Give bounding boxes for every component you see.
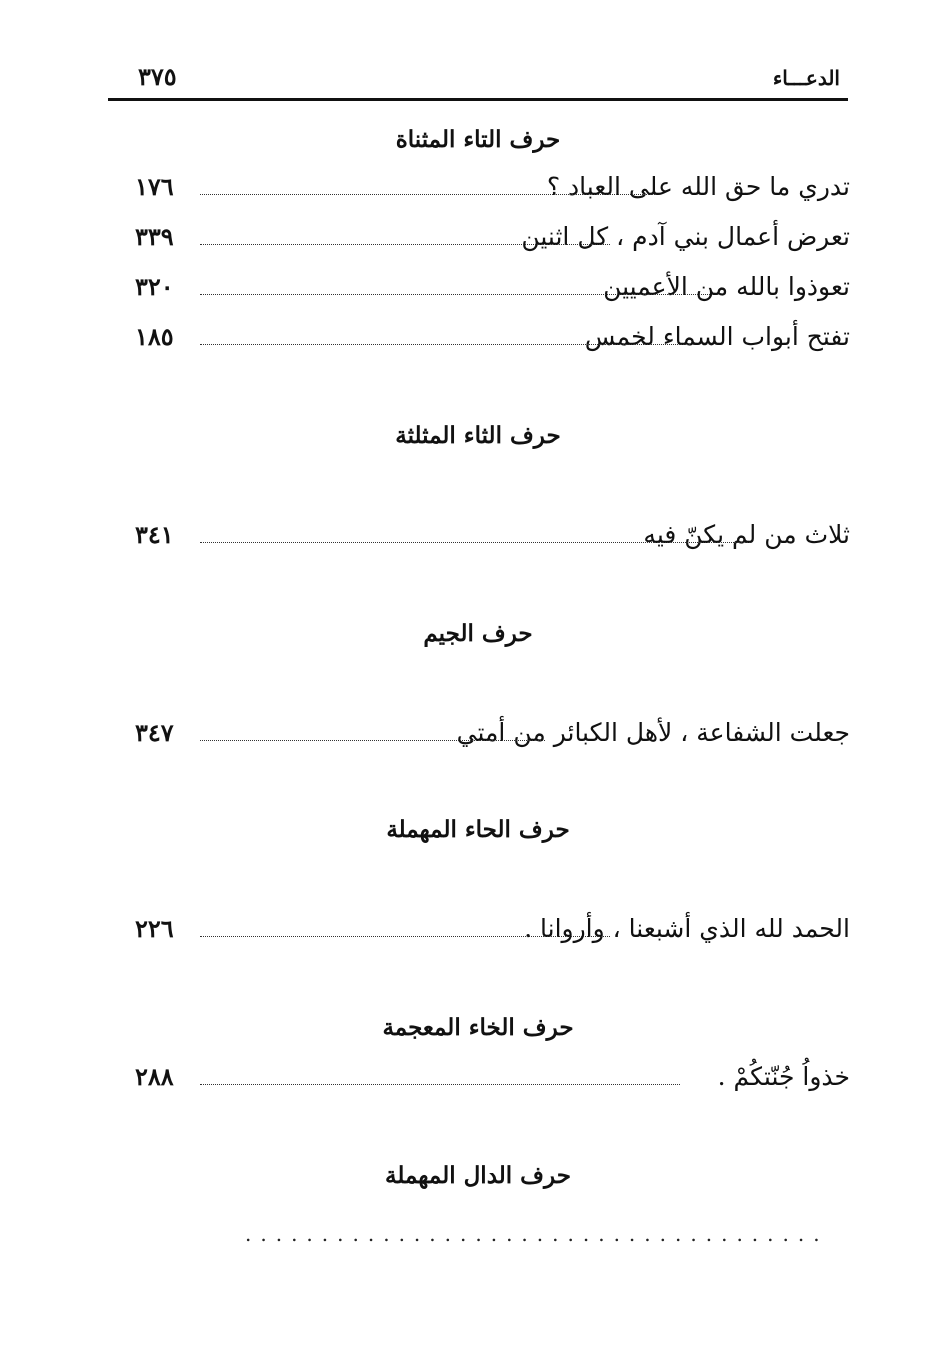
dot-leader bbox=[200, 1084, 680, 1085]
page-number: ٣٧٥ bbox=[138, 62, 177, 91]
entry-page-number: ١٨٥ bbox=[135, 322, 174, 351]
entry-page-number: ٢٨٨ bbox=[135, 1062, 174, 1091]
section-title-daal: حرف الدال المهملة bbox=[385, 1162, 571, 1189]
entry-text: الحمد لله الذي أشبعنا ، وأروانا . bbox=[520, 914, 850, 943]
entry-text: تدري ما حق الله على العباد ؟ bbox=[543, 172, 850, 201]
entry-page-number: ١٧٦ bbox=[135, 172, 174, 201]
entry-page-number: ٣٣٩ bbox=[135, 222, 174, 251]
entry-text: تعرض أعمال بني آدم ، كل اثنين bbox=[517, 222, 850, 251]
running-title: الدعـــاء bbox=[772, 66, 840, 90]
dot-leader bbox=[200, 244, 610, 245]
dot-leader bbox=[200, 740, 545, 741]
entry-page-number: ٣٤٧ bbox=[135, 718, 174, 747]
trailing-dot-leader: ...................................... bbox=[245, 1222, 829, 1246]
entry-page-number: ٣٢٠ bbox=[135, 272, 174, 301]
index-entry bbox=[125, 914, 850, 954]
section-title-taa: حرف التاء المثناة bbox=[395, 126, 561, 153]
entry-text: تفتح أبواب السماء لخمس bbox=[581, 322, 850, 351]
index-entry bbox=[125, 520, 850, 560]
index-entry bbox=[125, 272, 850, 312]
dot-leader bbox=[200, 344, 690, 345]
index-entry bbox=[125, 1062, 850, 1102]
dot-leader bbox=[200, 294, 710, 295]
index-entry bbox=[125, 222, 850, 262]
section-title-khaa: حرف الخاء المعجمة bbox=[382, 1014, 574, 1041]
index-entry bbox=[125, 322, 850, 362]
entry-text: جعلت الشفاعة ، لأهل الكبائر من أمتي bbox=[453, 718, 850, 747]
section-title-jeem: حرف الجيم bbox=[423, 620, 533, 647]
dot-leader bbox=[200, 542, 750, 543]
section-title-thaa: حرف الثاء المثلثة bbox=[395, 422, 561, 449]
index-entry bbox=[125, 718, 850, 758]
index-entry bbox=[125, 172, 850, 212]
entry-text: خذواُ جُنّتكُمْ . bbox=[714, 1062, 850, 1091]
page-header bbox=[108, 58, 848, 101]
section-title-haa: حرف الحاء المهملة bbox=[386, 816, 570, 843]
dot-leader bbox=[200, 936, 610, 937]
entry-text: ثلاث من لم يكنّ فيه bbox=[639, 520, 850, 549]
entry-text: تعوذوا بالله من الأعميين bbox=[599, 272, 850, 301]
dot-leader bbox=[200, 194, 655, 195]
entry-page-number: ٢٢٦ bbox=[135, 914, 174, 943]
entry-page-number: ٣٤١ bbox=[135, 520, 174, 549]
